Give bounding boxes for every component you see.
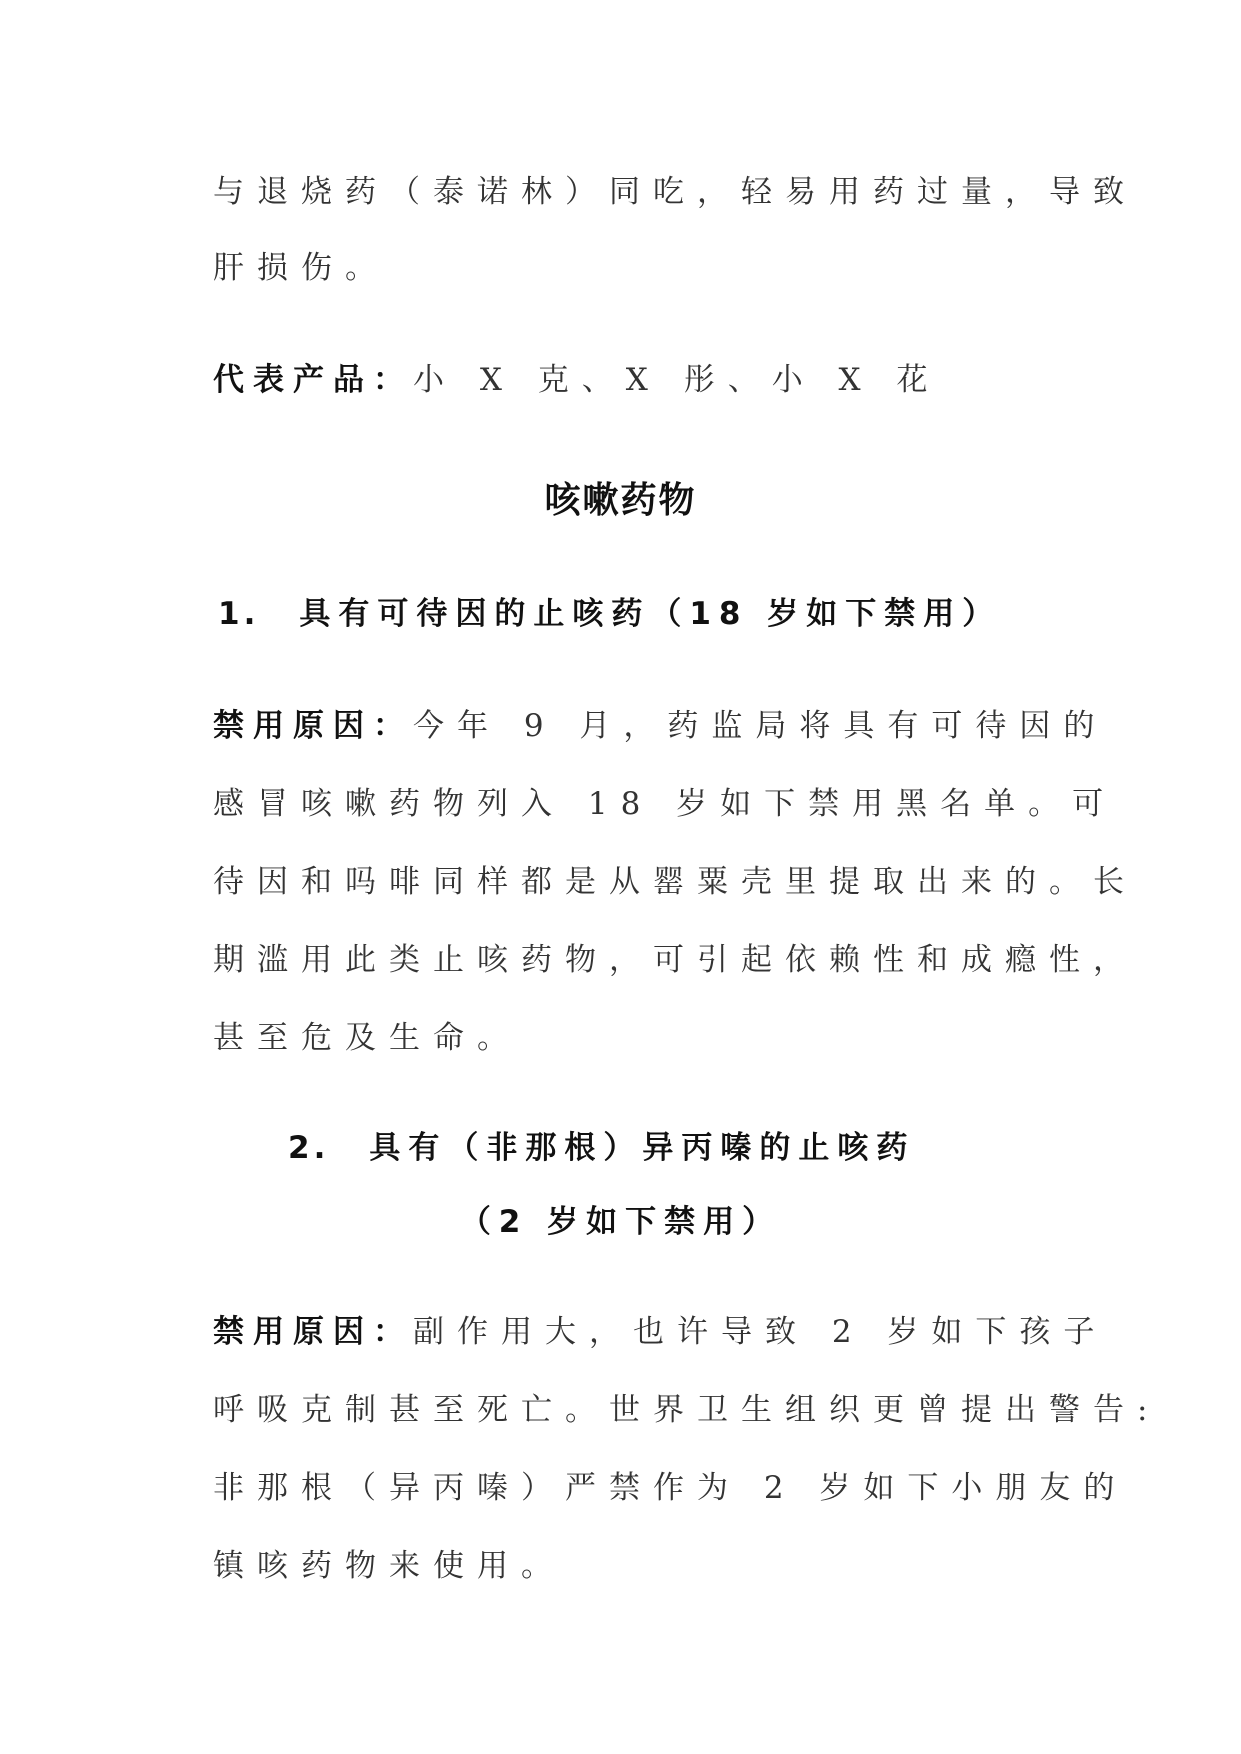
products-line xyxy=(213,360,1023,400)
item-2-reason-label: 禁用原因： xyxy=(213,1314,413,1350)
item-2-heading-line-1 xyxy=(288,1128,915,1168)
item-2-reason-line-1 xyxy=(213,1312,1108,1352)
item-1-reason-line-4: 期滥用此类止咳药物，可引起依赖性和成瘾性， xyxy=(213,942,1137,978)
item-1-reason-line-1 xyxy=(213,706,1108,746)
item-2-title-line-1: 具有（非那根）异丙嗪的止咳药 xyxy=(369,1130,916,1166)
intro-line-1: 与退烧药（泰诺林）同吃，轻易用药过量，导致 xyxy=(213,174,1137,210)
item-1-reason-line-5: 甚至危及生命。 xyxy=(213,1020,521,1056)
item-1-heading xyxy=(218,594,1001,634)
item-1-reason-line-2: 感冒咳嗽药物列入 18 岁如下禁用黑名单。可 xyxy=(213,786,1117,822)
item-2-number: 2. xyxy=(288,1130,330,1166)
products-value: 小 X 克、X 彤、小 X 花 xyxy=(413,362,941,398)
item-2-reason-line-3: 非那根（异丙嗪）严禁作为 2 岁如下小朋友的 xyxy=(213,1470,1128,1506)
item-1-reason-line-3: 待因和吗啡同样都是从罂粟壳里提取出来的。长 xyxy=(213,864,1137,900)
item-2-reason-line-2: 呼吸克制甚至死亡。世界卫生组织更曾提出警告: xyxy=(213,1392,1161,1428)
products-label: 代表产品： xyxy=(213,362,413,398)
item-1-reason-text-1: 今年 9 月，药监局将具有可待因的 xyxy=(413,708,1108,744)
intro-line-2: 肝损伤。 xyxy=(213,250,389,286)
item-2-title-line-2: （2 岁如下禁用） xyxy=(459,1204,782,1240)
item-2-reason-line-4: 镇咳药物来使用。 xyxy=(213,1548,565,1584)
item-1-title: 具有可待因的止咳药（18 岁如下禁用） xyxy=(299,596,1002,632)
section-title: 咳嗽药物 xyxy=(544,480,697,521)
item-2-heading-line-2 xyxy=(0,1202,1241,1242)
item-2-reason-text-1: 副作用大，也许导致 2 岁如下孩子 xyxy=(413,1314,1108,1350)
item-1-number: 1. xyxy=(218,596,260,632)
item-1-reason-label: 禁用原因： xyxy=(213,708,413,744)
